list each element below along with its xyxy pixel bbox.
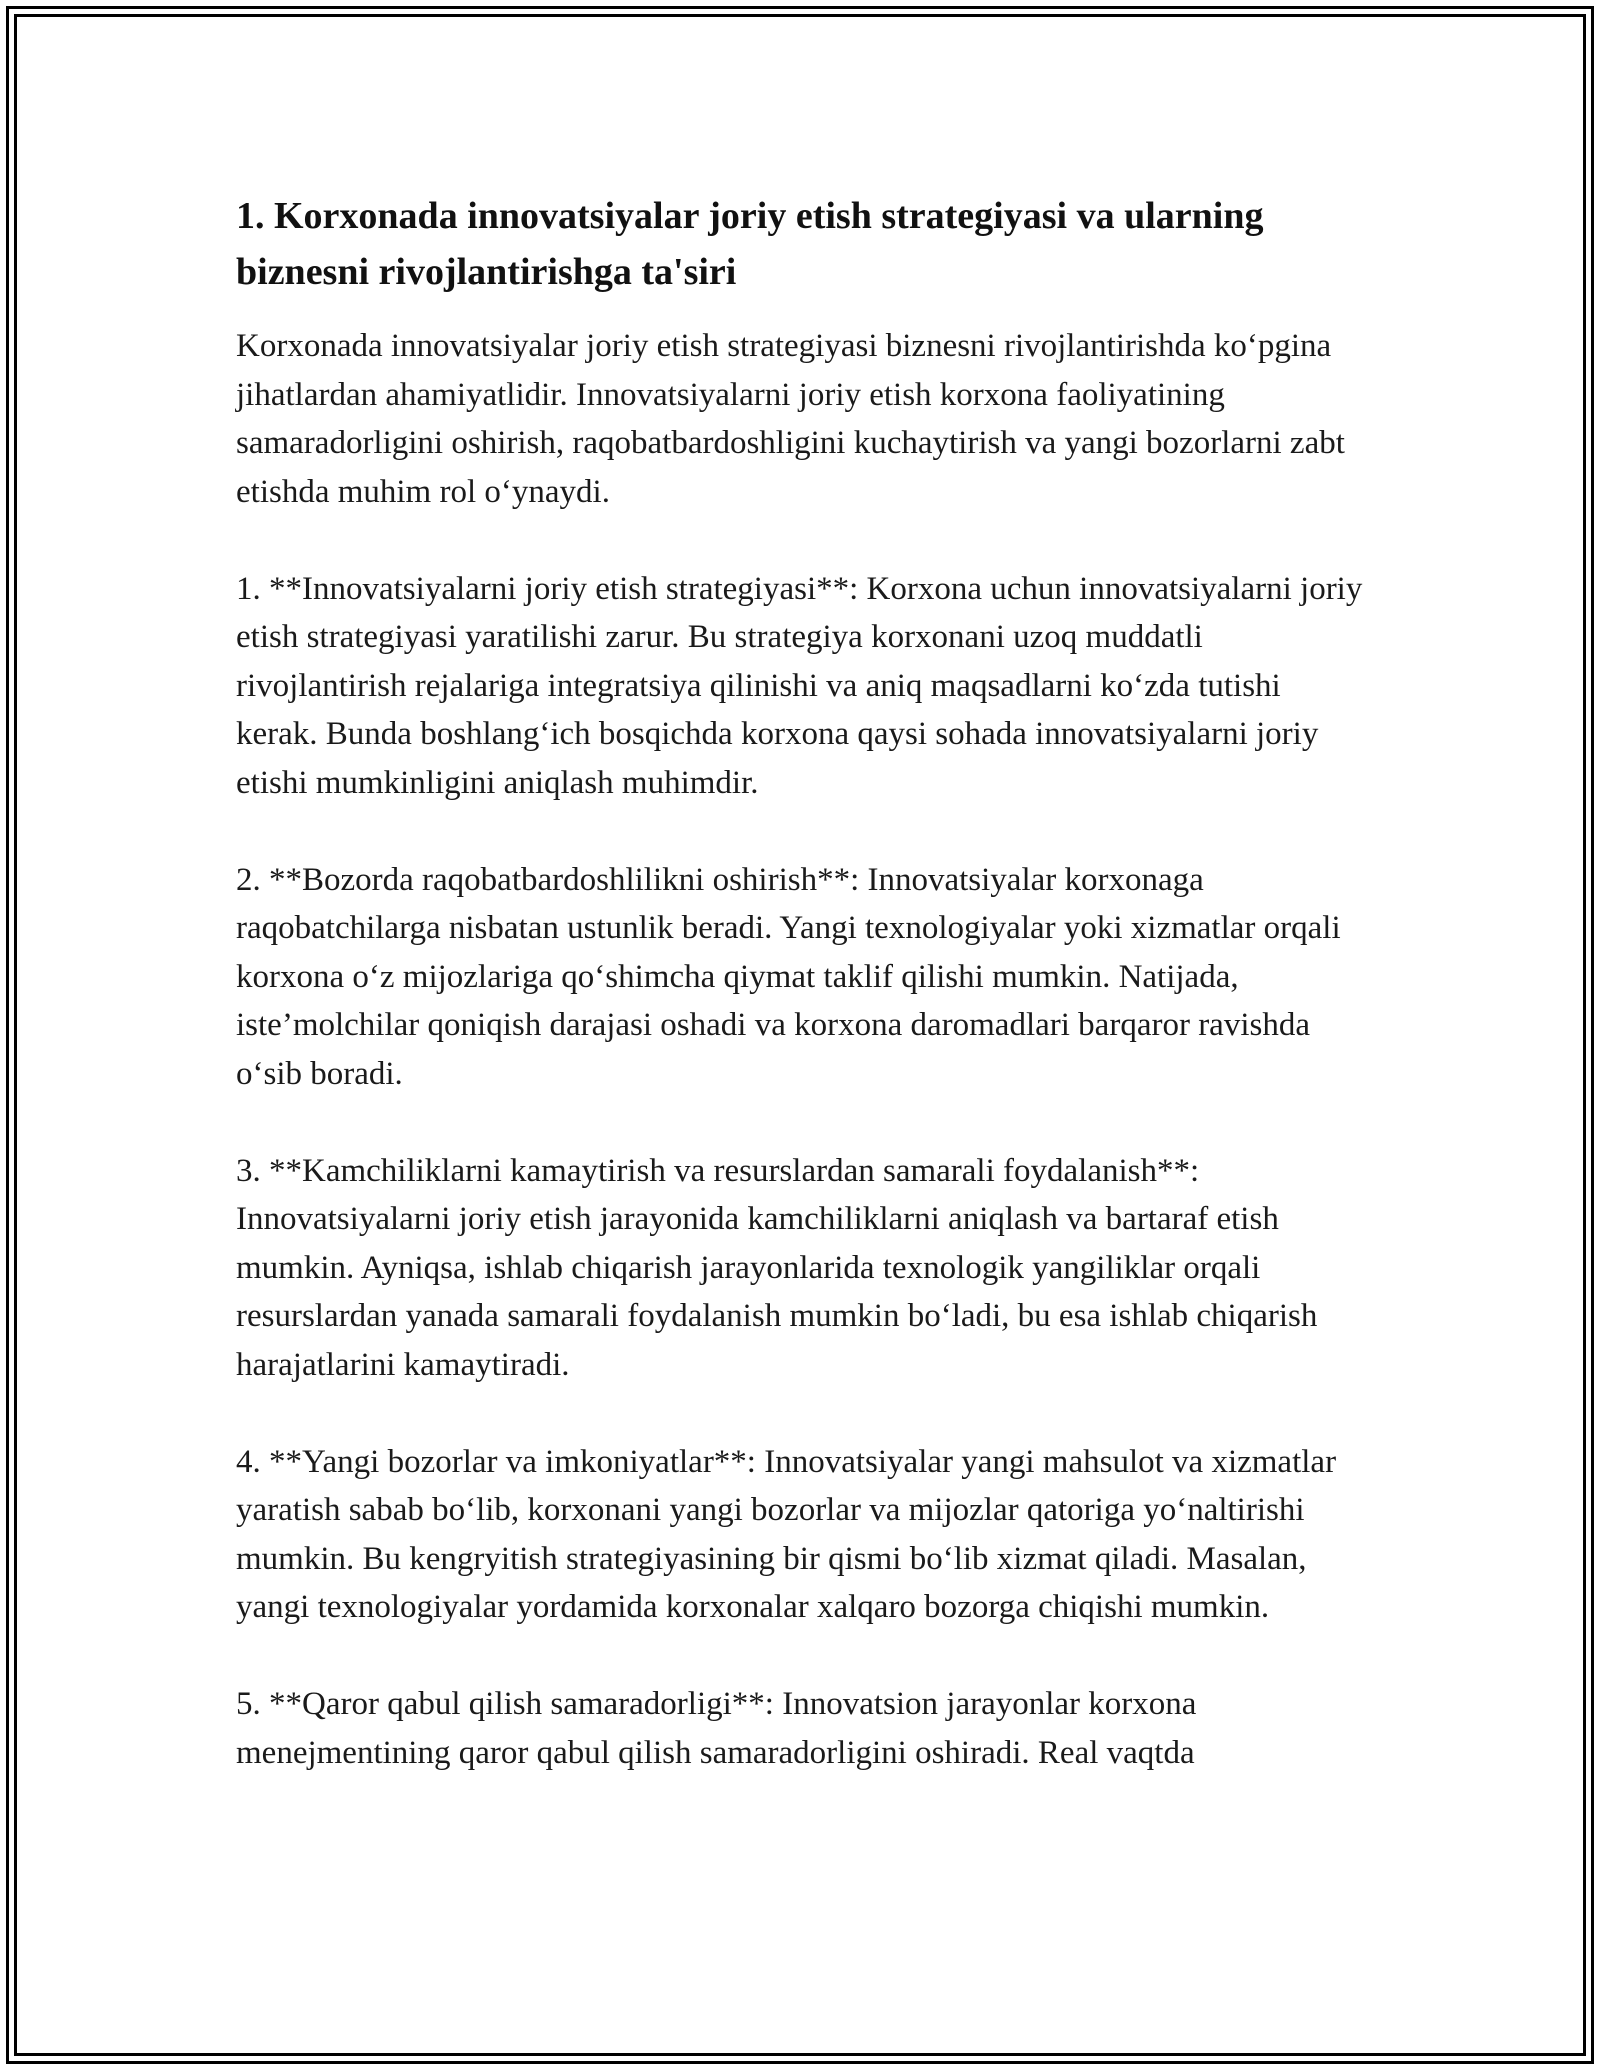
document-body [236, 188, 1366, 1826]
list-item-2: 2. **Bozorda raqobatbardoshlilikni oshirish**: Innovatsiyalar korxonaga raqobatchilarga nisbatan ustunlik beradi. Yangi texnologiyalar yoki xizmatlar orqali korxona o‘z mijozlariga qo‘shimcha qiymat taklif qilishi mumkin. Natijada, iste’molchilar qoniqish darajasi oshadi va korxona daromadlari barqaror ravishda o‘sib boradi. [236, 861, 1341, 1092]
list-item-5: 5. **Qaror qabul qilish samaradorligi**: Innovatsion jarayonlar korxona menejmentining qaror qabul qilish samaradorligini oshiradi. Real vaqtda [236, 1686, 1197, 1771]
list-item-4: 4. **Yangi bozorlar va imkoniyatlar**: Innovatsiyalar yangi mahsulot va xizmatlar yaratish sabab bo‘lib, korxonani yangi bozorlar va mijozlar qatoriga yo‘naltirishi mumkin. Bu kengryitish strategiyasining bir qismi bo‘lib xizmat qiladi. Masalan, yangi texnologiyalar yordamida korxonalar xalqaro bozorga chiqishi mumkin. [236, 1443, 1337, 1625]
list-item-1: 1. **Innovatsiyalarni joriy etish strategiyasi**: Korxona uchun innovatsiyalarni joriy etish strategiyasi yaratilishi zarur. Bu strategiya korxonani uzoq muddatli rivojlantirish rejalariga integratsiya qilinishi va aniq maqsadlarni ko‘zda tutishi kerak. Bunda boshlang‘ich bosqichda korxona qaysi sohada innovatsiyalarni joriy etishi mumkinligini aniqlash muhimdir. [236, 570, 1363, 801]
list-item-3: 3. **Kamchiliklarni kamaytirish va resurslardan samarali foydalanish**: Innovatsiyalarni joriy etish jarayonida kamchiliklarni aniqlash va bartaraf etish mumkin. Ayniqsa, ishlab chiqarish jarayonlarida texnologik yangiliklar orqali resurslardan yanada samarali foydalanish mumkin bo‘ladi, bu esa ishlab chiqarish harajatlarini kamaytiradi. [236, 1152, 1318, 1383]
intro-paragraph: Korxonada innovatsiyalar joriy etish strategiyasi biznesni rivojlantirishda ko‘pgina jihatlardan ahamiyatlidir. Innovatsiyalarni joriy etish korxona faoliyatining samaradorligini oshirish, raqobatbardoshligini kuchaytirish va yangi bozorlarni zabt etishda muhim rol o‘ynaydi. [236, 328, 1345, 510]
document-title: 1. Korxonada innovatsiyalar joriy etish strategiyasi va ularning biznesni rivojlantirishga ta'siri [236, 195, 1264, 293]
